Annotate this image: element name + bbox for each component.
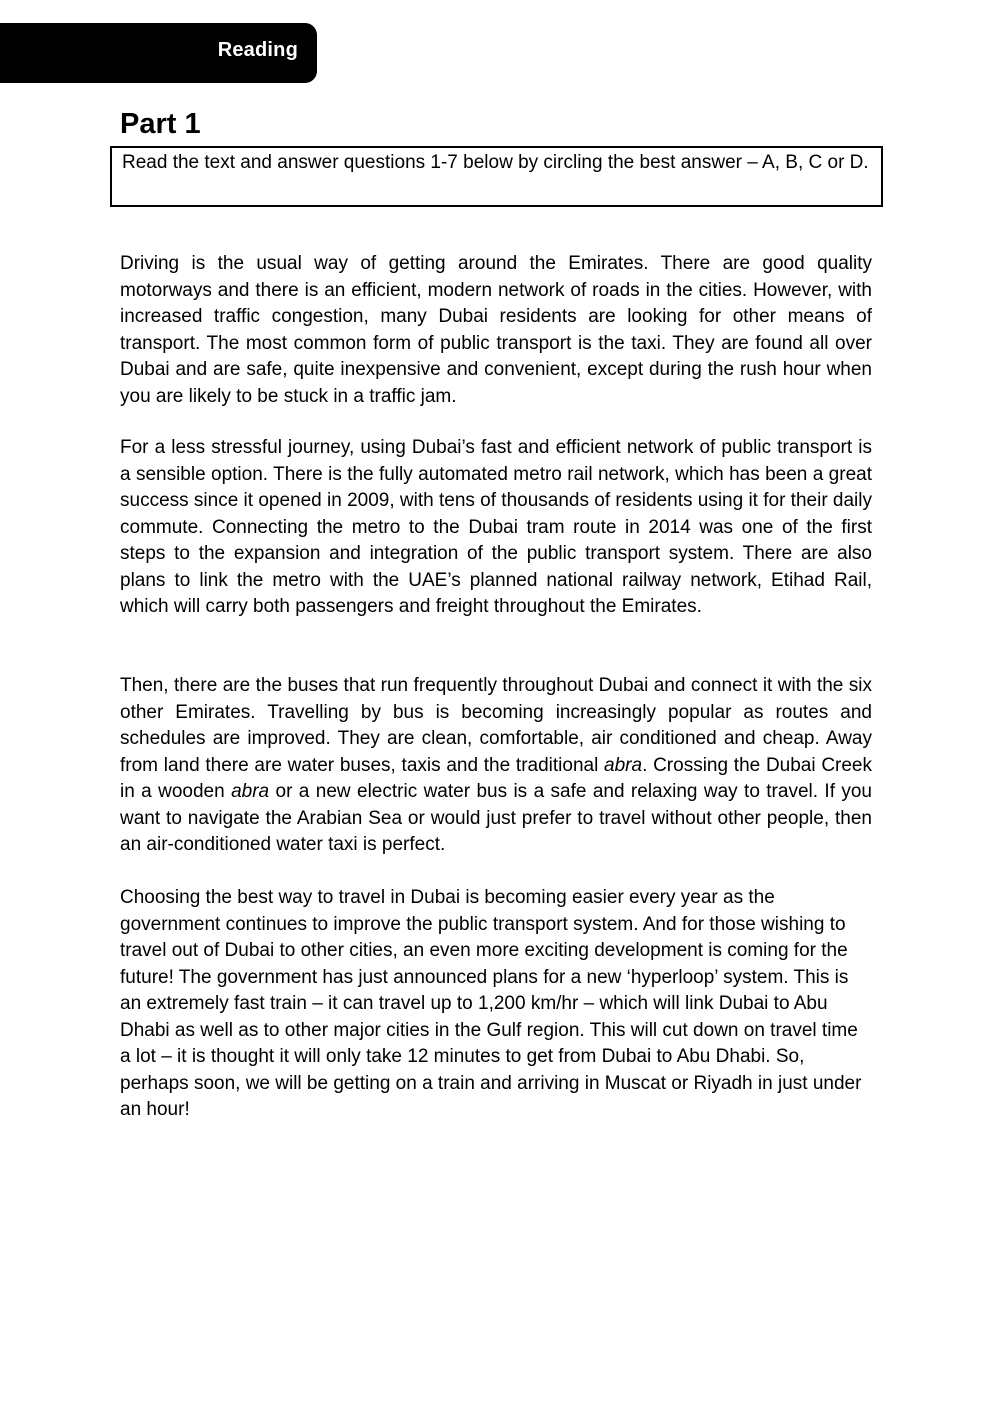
passage-paragraph-2: For a less stressful journey, using Dubai’s fast and efficient network of public transport is a sensible option. There is the fully automated metro rail network, which has been a great success since it opened in 2009, with tens of thousands of residents using it for their daily commute. Connecting the metro to the Dubai tram route in 2014 was one of the first steps to the expansion and integration of the public transport system. There are also plans to link the metro with the UAE’s planned national railway network, Etihad Rail, which will carry both passengers and freight throughout the Emirates. xyxy=(120,437,872,617)
section-tab xyxy=(0,23,317,83)
italic-term-abra: abra xyxy=(231,781,270,802)
paragraph-3-text-c: or a new electric water bus is a safe and relaxing way to travel. If you want to navigate the Arabian Sea or would just prefer to travel without other people, then an air-conditioned water taxi is perfect. xyxy=(120,781,872,855)
part-title: Part 1 xyxy=(120,108,201,140)
italic-term-abra: abra xyxy=(604,754,643,776)
paragraph-3-text-a: Then, there are the buses that run frequently throughout Dubai and connect it with the six other Emirates. Travelling by bus is becoming increasingly popular as routes and schedules are improved. They are clean, comfortable, air conditioned and cheap. Away from land there are water buses, taxis and the traditional xyxy=(120,675,872,776)
instruction-box xyxy=(110,146,883,207)
passage-paragraph-3 xyxy=(120,673,872,859)
section-label: Reading xyxy=(217,39,298,61)
passage-paragraph-1: Driving is the usual way of getting around the Emirates. There are good quality motorways and there is an efficient, modern network of roads in the cities. However, with increased traffic congestion, many Dubai residents are looking for other means of transport. The most common form of public transport is the taxi. They are found all over Dubai and are safe, quite inexpensive and convenient, except during the rush hour when you are likely to be stuck in a traffic jam. xyxy=(120,253,872,407)
paragraph-3-text-b: . Crossing the Dubai Creek in a wooden xyxy=(120,754,873,802)
passage-paragraph-4: Choosing the best way to travel in Dubai is becoming easier every year as the government continues to improve the public transport system. And for those wishing to travel out of Dubai to other cities, an even more exciting development is coming for the future! The government has just announced plans for a new ‘hyperloop’ system. This is an extremely fast train – it can travel up to 1,200 km/hr – which will link Dubai to Abu Dhabi as well as to other major cities in the Gulf region. This will cut down on travel time a lot – it is thought it will only take 12 minutes to get from Dubai to Abu Dhabi. So, perhaps soon, we will be getting on a train and arriving in Muscat or Riyadh in just under an hour! xyxy=(120,887,862,1120)
instruction-text: Read the text and answer questions 1-7 below by circling the best answer – A, B, C or D. xyxy=(122,152,869,173)
